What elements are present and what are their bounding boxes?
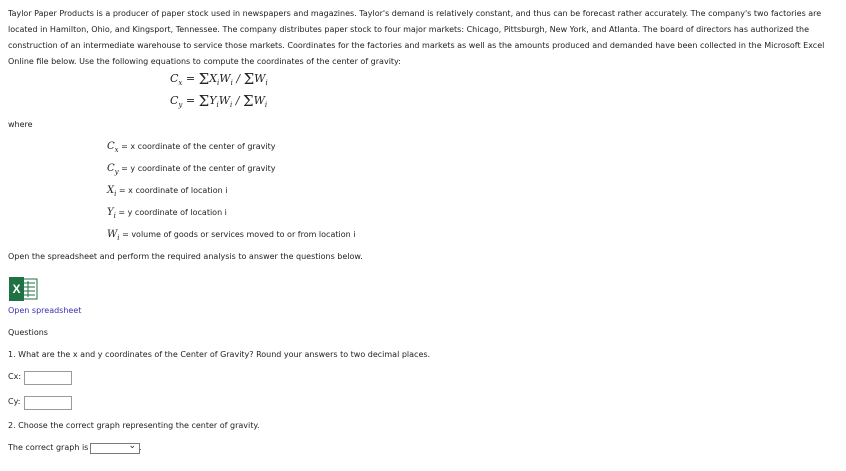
definition-xi: $X_i = x$ coordinate of location i (107, 185, 228, 198)
definition-wi-text: = volume of goods or services moved to or from location i (122, 230, 356, 239)
definition-cy: $C_y = y$ coordinate of the center of gravity (107, 163, 276, 176)
question-1: 1. What are the x and y coordinates of the Center of Gravity? Round your answers to two decimal places. (8, 350, 431, 359)
definition-yi: $Y_i = y$ coordinate of location i (107, 207, 227, 220)
excel-icon[interactable] (8, 277, 38, 301)
definition-xi-text: = x coordinate of location i (118, 186, 228, 195)
question-2: 2. Choose the correct graph representing the center of gravity. (8, 421, 260, 430)
cy-label: Cy: (8, 397, 21, 406)
graph-select[interactable] (90, 443, 140, 454)
cx-equation: $C_x = \Sigma X_iW_i / \Sigma W_i$ (170, 70, 268, 88)
definition-cx-text: = x coordinate of the center of gravity (121, 142, 276, 151)
cy-input[interactable] (24, 396, 72, 410)
open-spreadsheet-link[interactable]: Open spreadsheet (8, 306, 82, 315)
graph-label: The correct graph is (8, 443, 89, 452)
problem-intro: Taylor Paper Products is a producer of paper stock used in newspapers and magazines. Taylor's demand is relatively constant, and thus can be forecast rather accurately. The company's two factories are located in Hamilton, Ohio, and Kingsport, Tennessee. The company distributes paper stock to four major markets: Chicago, Pittsburgh, New York, and Atlanta. The board of directors has authorized the construction of an intermediate warehouse to service those markets. Coordinates for the factories and markets as well as the amounts produced and demanded have been collected in the Microsoft Excel Online file below. Use the following equations to compute the coordinates of the center of gravity: (8, 9, 825, 66)
cx-label: Cx: (8, 372, 22, 381)
definition-wi: $W_i$ = volume of goods or services moved to or from location i (107, 229, 356, 242)
excel-icon-letter: X (12, 282, 21, 296)
where-label: where (8, 120, 33, 129)
questions-heading: Questions (8, 328, 48, 337)
definition-cy-text: = y coordinate of the center of gravity (121, 164, 276, 173)
chevron-down-icon: ⌄ (128, 441, 136, 451)
cx-input[interactable] (24, 371, 72, 385)
instruction-text: Open the spreadsheet and perform the required analysis to answer the questions below. (8, 252, 363, 261)
trailing-period: . (139, 443, 142, 452)
cy-equation: $C_y = \Sigma Y_iW_i / \Sigma W_i$ (170, 92, 268, 110)
definition-yi-text: = y coordinate of location i (118, 208, 227, 217)
definition-cx: $C_x = x$ coordinate of the center of gravity (107, 141, 276, 154)
